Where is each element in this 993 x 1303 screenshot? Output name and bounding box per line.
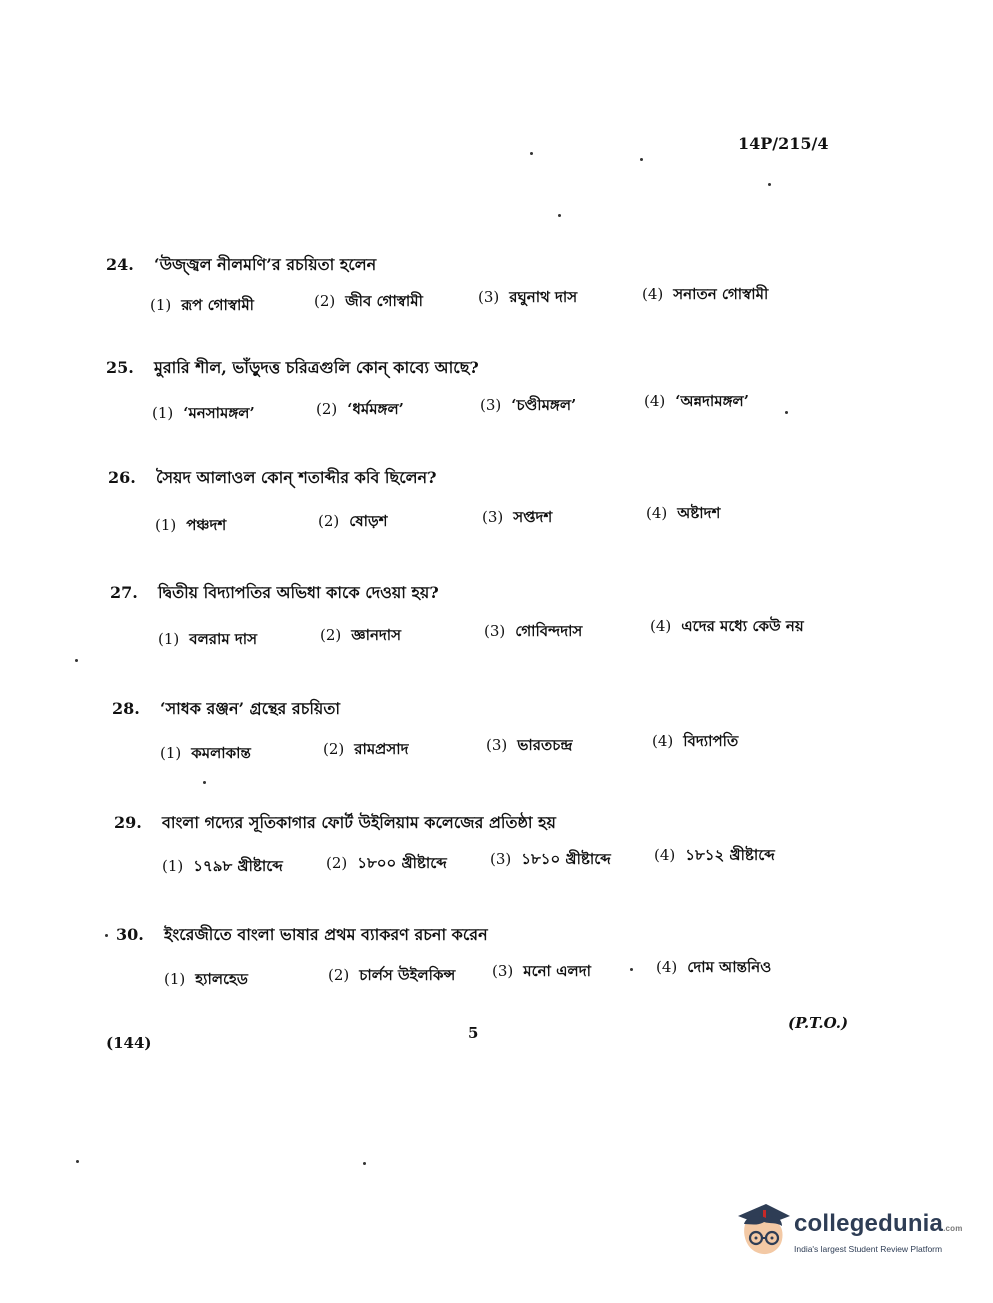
scan-speck	[630, 968, 633, 971]
option-4: (4) দোম আন্তনিও	[656, 958, 772, 976]
option-1: (1) ‘মনসামঙ্গল’	[152, 404, 255, 422]
paper-code: 14P/215/4	[738, 134, 829, 153]
page-number: 5	[468, 1024, 479, 1042]
mascot-icon	[736, 1200, 792, 1258]
option-1: (1) হ্যালহেড	[164, 970, 248, 988]
scan-speck	[363, 1162, 366, 1165]
option-2: (2) ‘ধর্মমঙ্গল’	[316, 400, 404, 418]
please-turn-over: (P.T.O.)	[788, 1014, 849, 1032]
scan-speck	[105, 934, 108, 937]
option-2: (2) চার্লস উইলকিন্স	[328, 966, 456, 984]
option-3: (3) মনো এলদা	[492, 962, 591, 980]
question-text: সৈয়দ আলাওল কোন্ শতাব্দীর কবি ছিলেন?	[156, 468, 437, 487]
option-4: (4) বিদ্যাপতি	[652, 732, 739, 750]
scan-speck	[558, 214, 561, 217]
option-4: (4) ‘অন্নদামঙ্গল’	[644, 392, 749, 410]
scan-speck	[640, 158, 643, 161]
question-text: মুরারি শীল, ভাঁড়ুদত্ত চরিত্রগুলি কোন্ কাব্যে আছে?	[154, 358, 479, 377]
question-number: 28.	[112, 699, 140, 718]
question-number: 25.	[106, 358, 134, 377]
paper-serial: (144)	[106, 1034, 152, 1052]
option-2: (2) রামপ্রসাদ	[323, 740, 409, 758]
option-3: (3) ‘চণ্ডীমঙ্গল’	[480, 396, 577, 414]
scan-speck	[768, 183, 771, 186]
question-text: বাংলা গদ্যের সূতিকাগার ফোর্ট উইলিয়াম কলেজের প্রতিষ্ঠা হয়	[162, 813, 556, 832]
option-3: (3) গোবিন্দদাস	[484, 622, 583, 640]
option-4: (4) এদের মধ্যে কেউ নয়	[650, 617, 804, 635]
question-number: 24.	[106, 255, 134, 274]
question-text: দ্বিতীয় বিদ্যাপতির অভিধা কাকে দেওয়া হয়?	[158, 583, 439, 602]
scan-speck	[785, 411, 788, 414]
question-number: 29.	[114, 813, 142, 832]
option-2: (2) জ্ঞানদাস	[320, 626, 402, 644]
option-1: (1) রূপ গোস্বামী	[150, 296, 254, 314]
option-2: (2) ১৮০০ খ্রীষ্টাব্দে	[326, 854, 447, 872]
option-4: (4) ১৮১২ খ্রীষ্টাব্দে	[654, 846, 775, 864]
collegedunia-logo	[736, 1200, 966, 1260]
option-1: (1) কমলাকান্ত	[160, 744, 251, 762]
scan-speck	[203, 781, 206, 784]
option-3: (3) সপ্তদশ	[482, 508, 553, 526]
option-2: (2) জীব গোস্বামী	[314, 292, 423, 310]
option-4: (4) সনাতন গোস্বামী	[642, 285, 769, 303]
option-1: (1) পঞ্চদশ	[155, 516, 227, 534]
question-text: ‘সাধক রঞ্জন’ গ্রন্থের রচয়িতা	[160, 699, 340, 718]
option-3: (3) ১৮১০ খ্রীষ্টাব্দে	[490, 850, 611, 868]
question-text: ইংরেজীতে বাংলা ভাষার প্রথম ব্যাকরণ রচনা করেন	[164, 925, 488, 944]
question-number: 27.	[110, 583, 138, 602]
logo-tagline: India's largest Student Review Platform	[794, 1244, 943, 1254]
option-1: (1) ১৭৯৮ খ্রীষ্টাব্দে	[162, 857, 283, 875]
option-2: (2) ষোড়শ	[318, 512, 388, 530]
question-number: 26.	[108, 468, 136, 487]
logo-wordmark: collegedunia.com	[794, 1210, 963, 1237]
question-text: ‘উজ্জ্বল নীলমণি’র রচয়িতা হলেন	[154, 255, 377, 274]
question-number: 30.	[116, 925, 144, 944]
scan-speck	[75, 659, 78, 662]
option-3: (3) রঘুনাথ দাস	[478, 288, 578, 306]
scan-speck	[76, 1160, 79, 1163]
option-3: (3) ভারতচন্দ্র	[486, 736, 573, 754]
scan-speck	[530, 152, 533, 155]
option-1: (1) বলরাম দাস	[158, 630, 258, 648]
option-4: (4) অষ্টাদশ	[646, 504, 721, 522]
